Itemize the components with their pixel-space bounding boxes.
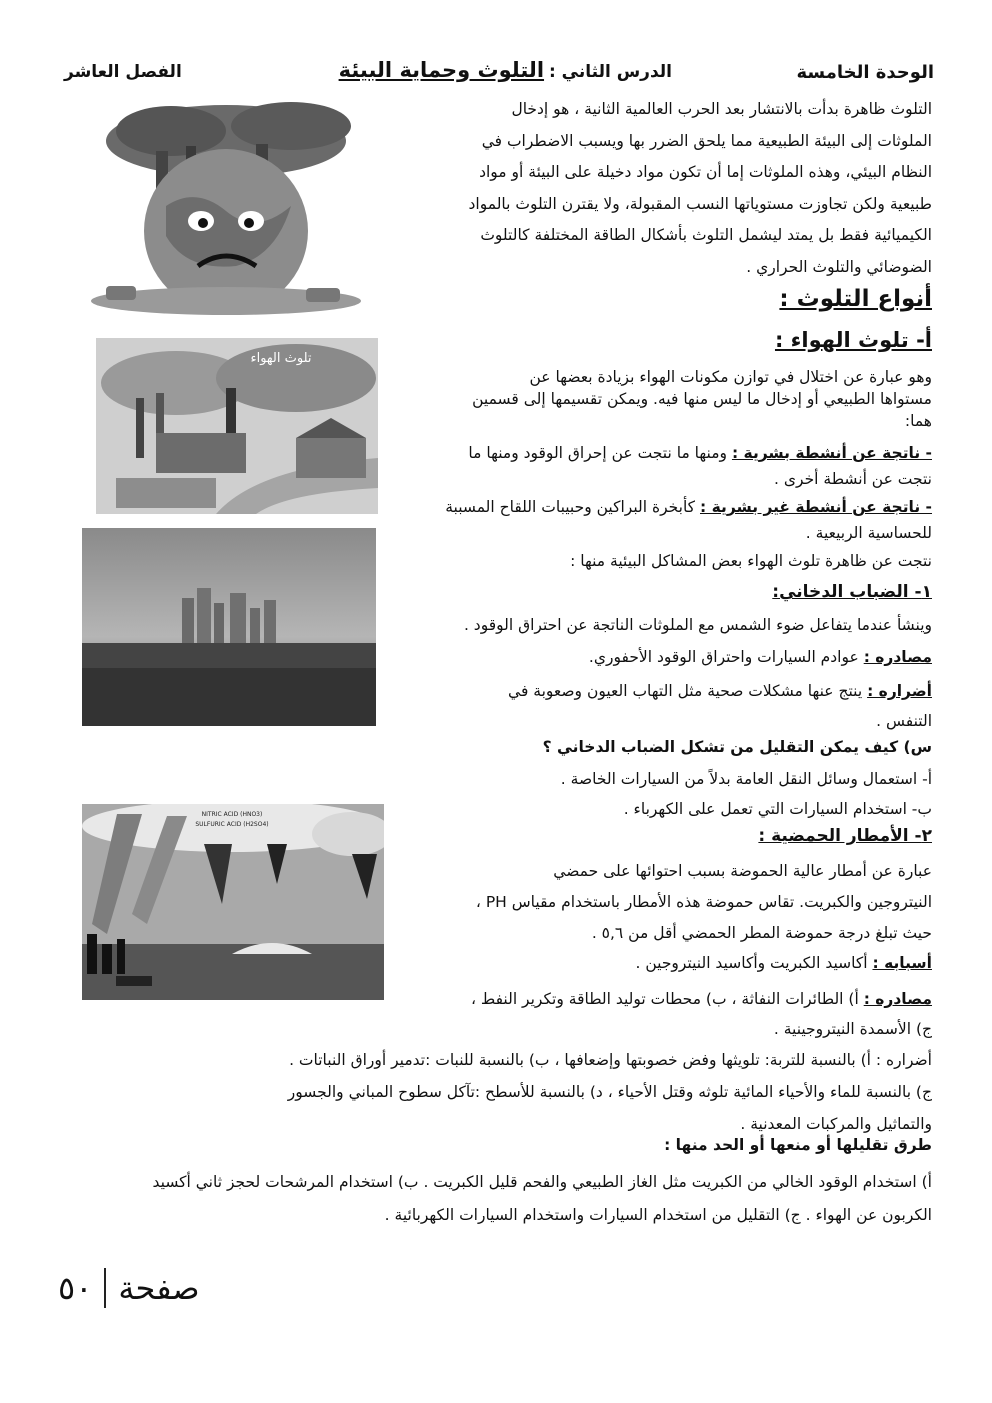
lesson-main-title: التلوث وحماية البيئة: [338, 58, 545, 82]
page-number: ٥٠: [58, 1269, 93, 1307]
human-text-2: نتجت عن أنشطة أخرى .: [774, 470, 932, 488]
intro-line: النظام البيئي، وهذه الملوثات إما أن تكون مواد دخيلة على البيئة أو مواد: [479, 163, 932, 181]
acid-causes-label: أسبابه :: [872, 954, 932, 972]
acid-label-sulfuric: SULFURIC ACID (H2SO4): [195, 821, 269, 828]
acid-sources-text-2: ج) الأسمدة النيتروجينية .: [773, 1020, 932, 1038]
smog-sources: [589, 648, 932, 666]
intro-line: الكيميائية فقط بل يمتد ليشمل التلوث بأشكال الطاقة المختلفة كالتلوث: [480, 226, 932, 244]
smog-sources-text: عوادم السيارات واحتراق الوقود الأحفوري.: [588, 648, 859, 666]
smog-harms-label: أضراره :: [867, 682, 932, 700]
smog-harms-text: ينتج عنها مشكلات صحية مثل التهاب العيون وصعوبة في: [508, 682, 863, 700]
acid-desc-line: حيث تبلغ درجة حموضة المطر الحمضي أقل من ٥,٦ .: [591, 924, 932, 942]
air-pollution-heading: أ- تلوث الهواء :: [774, 328, 932, 352]
intro-line: الملوثات إلى البيئة الطبيعية مما يلحق الضرر بها ويسبب الاضطراب في: [481, 131, 932, 150]
footer-word: صفحة: [118, 1269, 200, 1307]
nonhuman-activities: [387, 494, 932, 546]
intro-line: التلوث ظاهرة بدأت بالانتشار بعد الحرب العالمية الثانية ، هو إدخال: [511, 100, 932, 118]
footer-separator: [104, 1268, 106, 1308]
acid-causes: [635, 954, 932, 972]
lesson-prefix: الدرس الثاني :: [548, 62, 672, 82]
air-def-line: هما:: [904, 412, 932, 430]
intro-line: طبيعية ولكن تجاوزت مستوياتها النسب المقبولة، ولا يقترن التلوث بالمواد: [468, 194, 932, 213]
acid-causes-text: أكاسيد الكبريت وأكاسيد النيتروجين .: [635, 954, 868, 972]
problems-intro: نتجت عن ظاهرة تلوث الهواء بعض المشاكل البيئية منها :: [570, 552, 932, 570]
smog-sources-label: مصادره :: [863, 648, 932, 666]
acid-sources-line: [387, 984, 932, 1014]
acid-sources: [387, 984, 932, 1044]
air-def-line: مستواها الطبيعي أو إدخال ما ليس منها فيه. ويمكن تقسيمها إلى قسمين: [472, 390, 932, 408]
human-activities: [387, 440, 932, 492]
page-footer: [58, 1268, 200, 1308]
acid-harms-line: أضراره : أ) بالنسبة للتربة: تلويثها وفض خصوبتها وإضعافها ، ب) بالنسبة للنبات :تدمير أوراق النباتات .: [289, 1051, 932, 1069]
acid-harms-line: والتماثيل والمركبات المعدنية .: [740, 1115, 932, 1133]
chapter-label: الفصل العاشر: [64, 62, 182, 82]
nonhuman-text-2: للحساسية الربيعية .: [805, 524, 932, 542]
air-definition: [387, 366, 932, 432]
reduce-methods: [58, 1166, 932, 1232]
drawing-title: تلوث الهواء: [250, 351, 312, 366]
unit-label: الوحدة الخامسة: [796, 62, 934, 83]
air-def-line: وهو عبارة عن اختلال في توازن مكونات الهواء بزيادة بعضها عن: [529, 368, 932, 386]
intro-line: الضوضائي والتلوث الحراري .: [746, 257, 932, 276]
nonhuman-label: - ناتجة عن أنشطة غير بشرية :: [700, 498, 932, 516]
acid-rain-desc: [392, 856, 932, 949]
smog-answer-b: ب- استخدام السيارات التي تعمل على الكهرباء .: [623, 800, 932, 818]
acid-label-nitric: NITRIC ACID (HNO3): [201, 811, 263, 818]
smog-harms-text-2: التنفس .: [876, 712, 932, 730]
air-pollution-drawing: [96, 338, 378, 514]
smog-desc: وينشأ عندما يتفاعل ضوء الشمس مع الملوثات الناتجة عن احتراق الوقود .: [463, 616, 932, 634]
nonhuman-line: [387, 494, 932, 520]
lesson-title: [339, 58, 672, 82]
types-heading: أنواع التلوث :: [779, 286, 932, 312]
polluted-earth-image: [76, 96, 372, 318]
acid-harms-line: ج) بالنسبة للماء والأحياء المائية تلوثه وقتل الأحياء ، د) بالنسبة للأسطح :تآكل سطوح المباني والجسور: [287, 1083, 932, 1101]
smog-question: س) كيف يمكن التقليل من تشكل الضباب الدخاني ؟: [542, 738, 932, 756]
reduce-line: أ) استخدام الوقود الخالي من الكبريت مثل الغاز الطبيعي والفحم قليل الكبريت . ب) استخدام المرشحات لحجز ثاني أكسيد: [152, 1173, 932, 1191]
intro-paragraph: [387, 94, 932, 283]
acid-sources-text: أ) الطائرات النفاثة ، ب) محطات توليد الطاقة وتكرير النفط ،: [470, 990, 859, 1008]
acid-harms: [58, 1044, 932, 1140]
acid-desc-line: عبارة عن أمطار عالية الحموضة بسبب احتوائها على حمضي: [553, 862, 932, 880]
smog-harms-line: [432, 676, 932, 706]
smog-heading: ١- الضباب الدخاني:: [772, 582, 932, 602]
smog-answer-a: أ- استعمال وسائل النقل العامة بدلاً من السيارات الخاصة .: [560, 770, 932, 788]
acid-rain-diagram: [82, 804, 384, 1000]
human-label: - ناتجة عن أنشطة بشرية :: [731, 444, 932, 462]
reduce-heading: طرق تقليلها أو منعها أو الحد منها :: [664, 1136, 932, 1154]
nonhuman-text: كأبخرة البراكين وحبيبات اللقاح المسببة: [445, 498, 696, 516]
smog-city-image: [82, 528, 376, 726]
reduce-line: الكربون عن الهواء . ج) التقليل من استخدام السيارات واستخدام السيارات الكهربائية .: [384, 1206, 932, 1224]
smog-harms: [432, 676, 932, 736]
acid-sources-label: مصادره :: [863, 990, 932, 1008]
human-text: ومنها ما نتجت عن إحراق الوقود ومنها ما: [468, 444, 728, 462]
human-line: [387, 440, 932, 466]
acid-rain-heading: ٢- الأمطار الحمضية :: [758, 826, 932, 846]
acid-desc-line: النيتروجين والكبريت. تقاس حموضة هذه الأمطار باستخدام مقياس PH ،: [475, 893, 932, 911]
